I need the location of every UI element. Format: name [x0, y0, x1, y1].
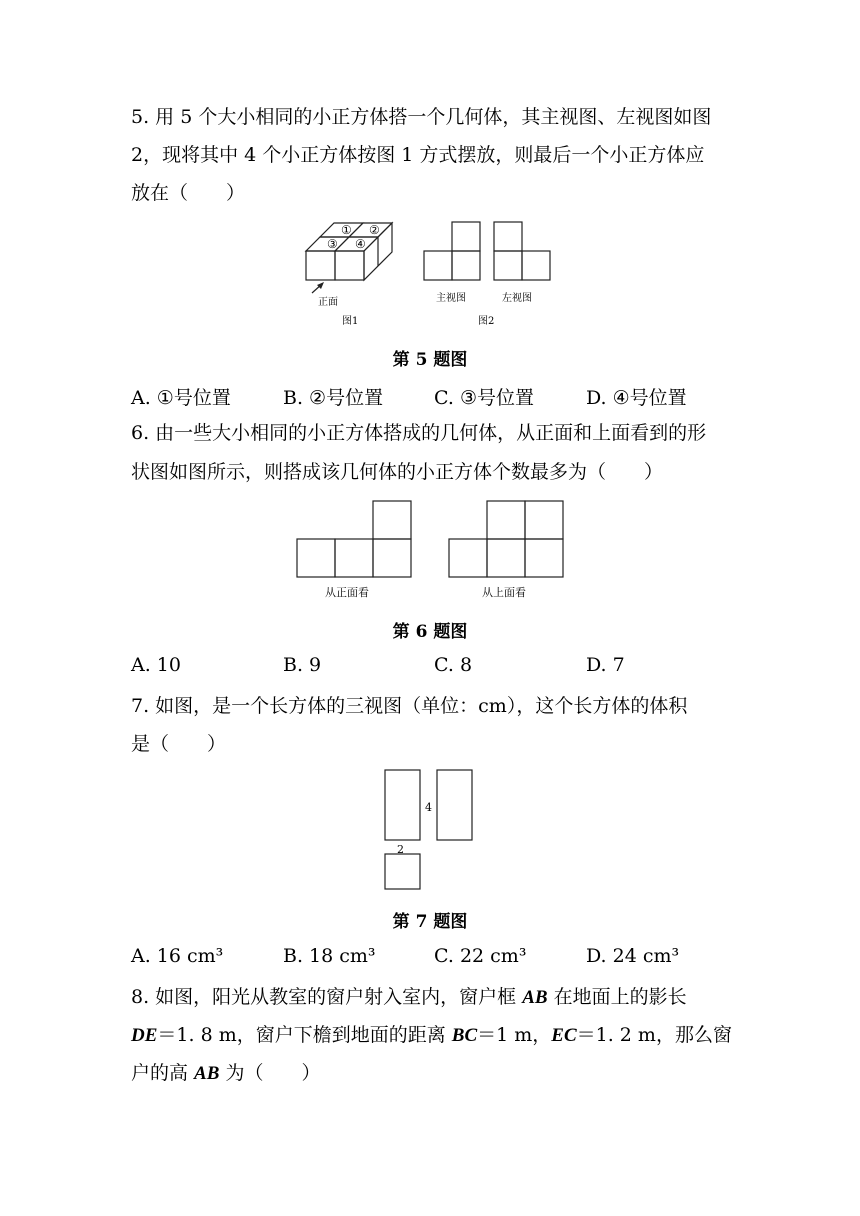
var-ab-2: AB	[194, 1063, 220, 1084]
q5-option-d: D. ④号位置	[586, 387, 687, 409]
q5-option-c: C. ③号位置	[434, 387, 534, 409]
q5-line-2: 2，现将其中 4 个小正方体按图 1 方式摆放，则最后一个小正方体应	[131, 144, 705, 166]
front-label: 正面	[318, 297, 338, 308]
q6-option-d: D. 7	[586, 654, 625, 676]
circle-3-label: ③	[327, 237, 338, 251]
circle-2-label: ②	[369, 223, 380, 237]
q6-option-c: C. 8	[434, 654, 473, 676]
fig2-label: 图2	[478, 316, 495, 327]
q6-line-1: 6. 由一些大小相同的小正方体搭成的几何体，从正面和上面看到的形	[131, 422, 707, 444]
main-view-label: 主视图	[436, 293, 466, 304]
var-ab: AB	[522, 987, 548, 1008]
width-dimension: 2	[397, 843, 404, 856]
q7-option-d: D. 24 cm³	[586, 945, 680, 967]
left-view-label: 左视图	[502, 293, 532, 304]
q6-line-2: 状图如图所示，则搭成该几何体的小正方体个数最多为（ ）	[131, 461, 664, 483]
q5-line-1: 5. 用 5 个大小相同的小正方体搭一个几何体，其主视图、左视图如图	[131, 106, 712, 128]
fig1-label: 图1	[342, 316, 359, 327]
q5-caption: 第 5 题图	[392, 350, 468, 370]
q5-option-a: A. ①号位置	[131, 387, 231, 409]
q5-figure	[298, 218, 560, 334]
q7-option-c: C. 22 cm³	[434, 945, 527, 967]
q8-line-1: 8. 如图，阳光从教室的窗户射入室内，窗户框 AB 在地面上的影长	[131, 986, 687, 1008]
q6-caption: 第 6 题图	[392, 622, 468, 642]
q6-option-a: A. 10	[131, 654, 181, 676]
q7-caption: 第 7 题图	[392, 912, 468, 932]
var-bc: BC	[451, 1025, 478, 1046]
q7-figure	[380, 766, 480, 894]
q6-figure	[292, 496, 568, 604]
q5-line-3: 放在（ ）	[131, 182, 246, 204]
q5-option-b: B. ②号位置	[283, 387, 384, 409]
q7-line-1: 7. 如图，是一个长方体的三视图（单位：cm），这个长方体的体积	[131, 695, 688, 717]
circle-1-label: ①	[341, 223, 352, 237]
var-de: DE	[131, 1025, 158, 1046]
var-ec: EC	[551, 1025, 577, 1046]
top-view-label: 从上面看	[482, 586, 526, 599]
height-dimension: 4	[425, 801, 432, 814]
front-view-label: 从正面看	[325, 586, 369, 599]
q6-option-b: B. 9	[283, 654, 322, 676]
circle-4-label: ④	[355, 237, 366, 251]
q8-line-3: 户的高 AB 为（ ）	[131, 1062, 321, 1084]
q7-line-2: 是（ ）	[131, 733, 227, 755]
q8-line-2: DE＝1. 8 m，窗户下檐到地面的距离 BC＝1 m，EC＝1. 2 m，那么窗	[131, 1024, 732, 1046]
q7-option-a: A. 16 cm³	[131, 945, 224, 967]
front-arrow-icon	[312, 282, 324, 293]
q7-option-b: B. 18 cm³	[283, 945, 376, 967]
